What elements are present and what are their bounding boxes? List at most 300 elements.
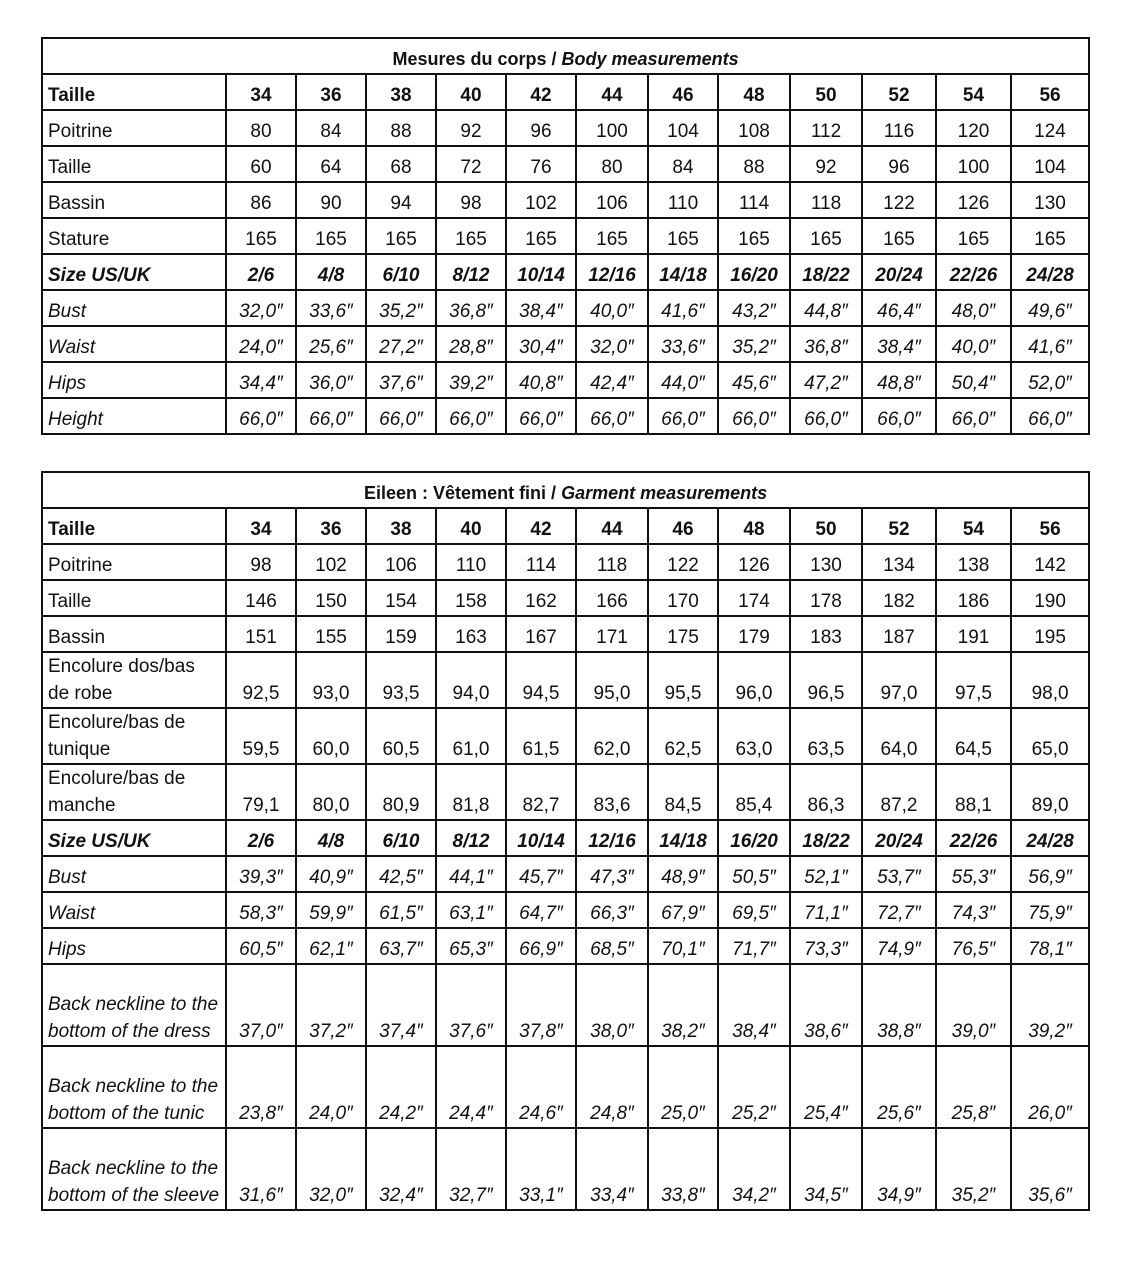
table-cell: 154 bbox=[366, 580, 436, 616]
table-row bbox=[42, 1128, 1089, 1210]
row-label: Poitrine bbox=[42, 544, 226, 580]
table-cell: 54 bbox=[936, 508, 1011, 544]
table-cell: 120 bbox=[936, 110, 1011, 146]
table-cell: 96,0 bbox=[718, 652, 790, 708]
table-cell: 52,0″ bbox=[1011, 362, 1089, 398]
table-cell: 93,0 bbox=[296, 652, 366, 708]
table-cell: 100 bbox=[576, 110, 648, 146]
table-cell: 42,5″ bbox=[366, 856, 436, 892]
table-cell: 98 bbox=[436, 182, 506, 218]
table-cell: 162 bbox=[506, 580, 576, 616]
table-cell: 159 bbox=[366, 616, 436, 652]
table-cell: 2/6 bbox=[226, 820, 296, 856]
us-uk-size-header-row bbox=[42, 820, 1089, 856]
table-row bbox=[42, 892, 1089, 928]
table-cell: 84 bbox=[296, 110, 366, 146]
table-cell: 92 bbox=[436, 110, 506, 146]
table-cell: 79,1 bbox=[226, 764, 296, 820]
table-cell: 94,5 bbox=[506, 652, 576, 708]
table-cell: 6/10 bbox=[366, 820, 436, 856]
table-cell: 35,2″ bbox=[366, 290, 436, 326]
row-label: Poitrine bbox=[42, 110, 226, 146]
row-label: Hips bbox=[42, 362, 226, 398]
row-label: Back neckline to the bottom of the sleeve bbox=[42, 1128, 226, 1210]
table-cell: 80,0 bbox=[296, 764, 366, 820]
table-cell: 85,4 bbox=[718, 764, 790, 820]
table-cell: 36,8″ bbox=[790, 326, 862, 362]
table-cell: 34 bbox=[226, 74, 296, 110]
table-cell: 38,8″ bbox=[862, 964, 936, 1046]
row-label: Bust bbox=[42, 856, 226, 892]
table-cell: 62,0 bbox=[576, 708, 648, 764]
row-label: Bassin bbox=[42, 616, 226, 652]
table-cell: 66,0″ bbox=[366, 398, 436, 434]
table-cell: 38,0″ bbox=[576, 964, 648, 1046]
garment-measurements-table bbox=[41, 471, 1090, 1211]
table-cell: 18/22 bbox=[790, 820, 862, 856]
table-cell: 22/26 bbox=[936, 254, 1011, 290]
table-cell: 66,0″ bbox=[936, 398, 1011, 434]
table-cell: 63,7″ bbox=[366, 928, 436, 964]
table-cell: 158 bbox=[436, 580, 506, 616]
table-cell: 39,3″ bbox=[226, 856, 296, 892]
table-cell: 96,5 bbox=[790, 652, 862, 708]
row-label: Encolure dos/bas de robe bbox=[42, 652, 226, 708]
table-cell: 95,5 bbox=[648, 652, 718, 708]
table-cell: 155 bbox=[296, 616, 366, 652]
table-cell: 39,2″ bbox=[1011, 964, 1089, 1046]
table-cell: 44,8″ bbox=[790, 290, 862, 326]
table-cell: 74,3″ bbox=[936, 892, 1011, 928]
table-cell: 40,0″ bbox=[576, 290, 648, 326]
table-cell: 48 bbox=[718, 74, 790, 110]
table-cell: 187 bbox=[862, 616, 936, 652]
table-cell: 66,9″ bbox=[506, 928, 576, 964]
table-cell: 88,1 bbox=[936, 764, 1011, 820]
table-cell: 87,2 bbox=[862, 764, 936, 820]
table-cell: 33,6″ bbox=[648, 326, 718, 362]
table-cell: 97,0 bbox=[862, 652, 936, 708]
table-cell: 14/18 bbox=[648, 254, 718, 290]
table-cell: 165 bbox=[226, 218, 296, 254]
row-label: Hips bbox=[42, 928, 226, 964]
table-cell: 66,0″ bbox=[862, 398, 936, 434]
table-cell: 165 bbox=[790, 218, 862, 254]
table-cell: 50 bbox=[790, 74, 862, 110]
table-cell: 4/8 bbox=[296, 820, 366, 856]
table-cell: 64,5 bbox=[936, 708, 1011, 764]
table-cell: 69,5″ bbox=[718, 892, 790, 928]
table-cell: 38,4″ bbox=[718, 964, 790, 1046]
table-cell: 62,1″ bbox=[296, 928, 366, 964]
table-cell: 18/22 bbox=[790, 254, 862, 290]
table-cell: 66,0″ bbox=[576, 398, 648, 434]
table-cell: 4/8 bbox=[296, 254, 366, 290]
table-cell: 32,4″ bbox=[366, 1128, 436, 1210]
table-cell: 66,0″ bbox=[648, 398, 718, 434]
table-cell: 50,4″ bbox=[936, 362, 1011, 398]
table-cell: 108 bbox=[718, 110, 790, 146]
table-cell: 38,4″ bbox=[862, 326, 936, 362]
table-cell: 71,1″ bbox=[790, 892, 862, 928]
table-cell: 70,1″ bbox=[648, 928, 718, 964]
table-cell: 38,6″ bbox=[790, 964, 862, 1046]
table-cell: 165 bbox=[576, 218, 648, 254]
table-cell: 74,9″ bbox=[862, 928, 936, 964]
row-label: Stature bbox=[42, 218, 226, 254]
table-cell: 24/28 bbox=[1011, 254, 1089, 290]
table-cell: 75,9″ bbox=[1011, 892, 1089, 928]
table-cell: 34,5″ bbox=[790, 1128, 862, 1210]
table-row bbox=[42, 290, 1089, 326]
table-cell: 46 bbox=[648, 74, 718, 110]
table-cell: 50 bbox=[790, 508, 862, 544]
table-cell: 56,9″ bbox=[1011, 856, 1089, 892]
table-cell: 25,4″ bbox=[790, 1046, 862, 1128]
table-cell: 71,7″ bbox=[718, 928, 790, 964]
table-cell: 43,2″ bbox=[718, 290, 790, 326]
table-cell: 165 bbox=[296, 218, 366, 254]
table-cell: 31,6″ bbox=[226, 1128, 296, 1210]
table-cell: 24,8″ bbox=[576, 1046, 648, 1128]
table-cell: 38,4″ bbox=[506, 290, 576, 326]
table-cell: 34,2″ bbox=[718, 1128, 790, 1210]
table-row bbox=[42, 182, 1089, 218]
table-cell: 95,0 bbox=[576, 652, 648, 708]
table-cell: 40,0″ bbox=[936, 326, 1011, 362]
table-cell: 41,6″ bbox=[648, 290, 718, 326]
table-cell: 110 bbox=[436, 544, 506, 580]
table-cell: 66,0″ bbox=[718, 398, 790, 434]
table-cell: 64,0 bbox=[862, 708, 936, 764]
row-label: Waist bbox=[42, 892, 226, 928]
table-cell: 40,9″ bbox=[296, 856, 366, 892]
table-cell: 63,0 bbox=[718, 708, 790, 764]
table-cell: 104 bbox=[648, 110, 718, 146]
table-cell: 33,8″ bbox=[648, 1128, 718, 1210]
table-title-english: Body measurements bbox=[561, 49, 739, 69]
table-cell: 25,6″ bbox=[862, 1046, 936, 1128]
table-cell: 118 bbox=[576, 544, 648, 580]
row-label: Height bbox=[42, 398, 226, 434]
table-cell: 12/16 bbox=[576, 820, 648, 856]
table-cell: 26,0″ bbox=[1011, 1046, 1089, 1128]
table-cell: 94,0 bbox=[436, 652, 506, 708]
table-cell: 72 bbox=[436, 146, 506, 182]
table-row bbox=[42, 110, 1089, 146]
size-header-row bbox=[42, 508, 1089, 544]
table-cell: 166 bbox=[576, 580, 648, 616]
table-cell: 54 bbox=[936, 74, 1011, 110]
table-cell: 60,5″ bbox=[226, 928, 296, 964]
table-cell: 10/14 bbox=[506, 820, 576, 856]
table-title bbox=[42, 38, 1089, 74]
table-row bbox=[42, 856, 1089, 892]
table-cell: 66,3″ bbox=[576, 892, 648, 928]
table-cell: 42 bbox=[506, 508, 576, 544]
table-cell: 86,3 bbox=[790, 764, 862, 820]
table-cell: 52 bbox=[862, 508, 936, 544]
table-cell: 34 bbox=[226, 508, 296, 544]
table-cell: 118 bbox=[790, 182, 862, 218]
table-cell: 16/20 bbox=[718, 820, 790, 856]
table-cell: 89,0 bbox=[1011, 764, 1089, 820]
table-cell: 36,0″ bbox=[296, 362, 366, 398]
table-cell: 52 bbox=[862, 74, 936, 110]
table-cell: 38 bbox=[366, 508, 436, 544]
table-cell: 58,3″ bbox=[226, 892, 296, 928]
table-cell: 46 bbox=[648, 508, 718, 544]
table-row bbox=[42, 218, 1089, 254]
table-title-french: Mesures du corps / bbox=[392, 49, 562, 69]
table-title-english: Garment measurements bbox=[561, 483, 768, 503]
table-cell: 22/26 bbox=[936, 820, 1011, 856]
us-uk-size-header-row bbox=[42, 254, 1089, 290]
table-cell: 37,2″ bbox=[296, 964, 366, 1046]
table-cell: 44 bbox=[576, 74, 648, 110]
table-cell: 106 bbox=[366, 544, 436, 580]
row-label: Size US/UK bbox=[42, 820, 226, 856]
row-label: Bassin bbox=[42, 182, 226, 218]
table-cell: 98 bbox=[226, 544, 296, 580]
table-cell: 68,5″ bbox=[576, 928, 648, 964]
table-cell: 88 bbox=[366, 110, 436, 146]
table-cell: 37,8″ bbox=[506, 964, 576, 1046]
table-cell: 167 bbox=[506, 616, 576, 652]
row-label: Taille bbox=[42, 146, 226, 182]
table-cell: 52,1″ bbox=[790, 856, 862, 892]
table-cell: 47,3″ bbox=[576, 856, 648, 892]
table-cell: 64,7″ bbox=[506, 892, 576, 928]
table-cell: 190 bbox=[1011, 580, 1089, 616]
table-cell: 45,6″ bbox=[718, 362, 790, 398]
table-cell: 61,5 bbox=[506, 708, 576, 764]
row-label: Waist bbox=[42, 326, 226, 362]
table-cell: 44,1″ bbox=[436, 856, 506, 892]
table-cell: 47,2″ bbox=[790, 362, 862, 398]
table-cell: 59,5 bbox=[226, 708, 296, 764]
table-cell: 142 bbox=[1011, 544, 1089, 580]
table-cell: 66,0″ bbox=[436, 398, 506, 434]
table-cell: 33,6″ bbox=[296, 290, 366, 326]
table-cell: 32,0″ bbox=[296, 1128, 366, 1210]
table-cell: 179 bbox=[718, 616, 790, 652]
table-cell: 78,1″ bbox=[1011, 928, 1089, 964]
table-cell: 165 bbox=[862, 218, 936, 254]
table-cell: 8/12 bbox=[436, 820, 506, 856]
table-cell: 37,4″ bbox=[366, 964, 436, 1046]
table-cell: 96 bbox=[506, 110, 576, 146]
table-cell: 36 bbox=[296, 508, 366, 544]
table-cell: 165 bbox=[648, 218, 718, 254]
table-cell: 65,3″ bbox=[436, 928, 506, 964]
table-cell: 114 bbox=[506, 544, 576, 580]
table-cell: 50,5″ bbox=[718, 856, 790, 892]
table-cell: 100 bbox=[936, 146, 1011, 182]
table-cell: 146 bbox=[226, 580, 296, 616]
table-cell: 39,0″ bbox=[936, 964, 1011, 1046]
table-row bbox=[42, 362, 1089, 398]
table-cell: 92 bbox=[790, 146, 862, 182]
table-cell: 64 bbox=[296, 146, 366, 182]
table-cell: 174 bbox=[718, 580, 790, 616]
table-cell: 126 bbox=[936, 182, 1011, 218]
table-cell: 165 bbox=[936, 218, 1011, 254]
table-cell: 35,2″ bbox=[718, 326, 790, 362]
table-cell: 24,0″ bbox=[296, 1046, 366, 1128]
table-cell: 44,0″ bbox=[648, 362, 718, 398]
table-cell: 40,8″ bbox=[506, 362, 576, 398]
table-cell: 8/12 bbox=[436, 254, 506, 290]
table-cell: 6/10 bbox=[366, 254, 436, 290]
row-label: Taille bbox=[42, 580, 226, 616]
table-cell: 106 bbox=[576, 182, 648, 218]
row-label: Encolure/bas de manche bbox=[42, 764, 226, 820]
table-cell: 82,7 bbox=[506, 764, 576, 820]
table-cell: 24,4″ bbox=[436, 1046, 506, 1128]
table-row bbox=[42, 1046, 1089, 1128]
body-measurements-table bbox=[41, 37, 1090, 435]
table-cell: 104 bbox=[1011, 146, 1089, 182]
table-cell: 93,5 bbox=[366, 652, 436, 708]
table-cell: 2/6 bbox=[226, 254, 296, 290]
table-row bbox=[42, 652, 1089, 708]
row-label: Taille bbox=[42, 74, 226, 110]
table-cell: 175 bbox=[648, 616, 718, 652]
table-cell: 165 bbox=[1011, 218, 1089, 254]
table-cell: 67,9″ bbox=[648, 892, 718, 928]
table-row bbox=[42, 928, 1089, 964]
table-cell: 38 bbox=[366, 74, 436, 110]
table-cell: 12/16 bbox=[576, 254, 648, 290]
row-label: Back neckline to the bottom of the tunic bbox=[42, 1046, 226, 1128]
table-cell: 114 bbox=[718, 182, 790, 218]
table-cell: 171 bbox=[576, 616, 648, 652]
table-cell: 60,5 bbox=[366, 708, 436, 764]
table-cell: 24,2″ bbox=[366, 1046, 436, 1128]
table-cell: 66,0″ bbox=[506, 398, 576, 434]
table-cell: 126 bbox=[718, 544, 790, 580]
table-cell: 14/18 bbox=[648, 820, 718, 856]
table-cell: 48,9″ bbox=[648, 856, 718, 892]
table-cell: 130 bbox=[790, 544, 862, 580]
table-cell: 84,5 bbox=[648, 764, 718, 820]
table-cell: 102 bbox=[506, 182, 576, 218]
row-label: Back neckline to the bottom of the dress bbox=[42, 964, 226, 1046]
table-cell: 138 bbox=[936, 544, 1011, 580]
table-cell: 32,0″ bbox=[576, 326, 648, 362]
table-cell: 39,2″ bbox=[436, 362, 506, 398]
table-cell: 25,8″ bbox=[936, 1046, 1011, 1128]
table-cell: 41,6″ bbox=[1011, 326, 1089, 362]
table-title bbox=[42, 472, 1089, 508]
table-row bbox=[42, 616, 1089, 652]
table-cell: 191 bbox=[936, 616, 1011, 652]
table-cell: 55,3″ bbox=[936, 856, 1011, 892]
table-cell: 122 bbox=[862, 182, 936, 218]
table-cell: 33,1″ bbox=[506, 1128, 576, 1210]
table-cell: 40 bbox=[436, 508, 506, 544]
table-row bbox=[42, 764, 1089, 820]
table-cell: 56 bbox=[1011, 74, 1089, 110]
table-cell: 86 bbox=[226, 182, 296, 218]
table-cell: 170 bbox=[648, 580, 718, 616]
table-cell: 81,8 bbox=[436, 764, 506, 820]
table-cell: 134 bbox=[862, 544, 936, 580]
table-cell: 124 bbox=[1011, 110, 1089, 146]
table-cell: 20/24 bbox=[862, 820, 936, 856]
table-cell: 34,4″ bbox=[226, 362, 296, 398]
table-cell: 48 bbox=[718, 508, 790, 544]
table-cell: 34,9″ bbox=[862, 1128, 936, 1210]
table-cell: 35,2″ bbox=[936, 1128, 1011, 1210]
table-row bbox=[42, 398, 1089, 434]
table-cell: 182 bbox=[862, 580, 936, 616]
row-label: Size US/UK bbox=[42, 254, 226, 290]
table-cell: 102 bbox=[296, 544, 366, 580]
table-cell: 16/20 bbox=[718, 254, 790, 290]
table-cell: 44 bbox=[576, 508, 648, 544]
row-label: Taille bbox=[42, 508, 226, 544]
table-cell: 63,1″ bbox=[436, 892, 506, 928]
table-cell: 42,4″ bbox=[576, 362, 648, 398]
table-cell: 25,0″ bbox=[648, 1046, 718, 1128]
table-cell: 24/28 bbox=[1011, 820, 1089, 856]
table-cell: 96 bbox=[862, 146, 936, 182]
table-cell: 36,8″ bbox=[436, 290, 506, 326]
table-cell: 10/14 bbox=[506, 254, 576, 290]
table-cell: 97,5 bbox=[936, 652, 1011, 708]
table-cell: 32,7″ bbox=[436, 1128, 506, 1210]
table-cell: 66,0″ bbox=[790, 398, 862, 434]
table-cell: 90 bbox=[296, 182, 366, 218]
table-cell: 61,0 bbox=[436, 708, 506, 764]
table-cell: 37,6″ bbox=[436, 964, 506, 1046]
table-row bbox=[42, 964, 1089, 1046]
table-cell: 116 bbox=[862, 110, 936, 146]
table-cell: 98,0 bbox=[1011, 652, 1089, 708]
table-row bbox=[42, 326, 1089, 362]
row-label: Encolure/bas de tunique bbox=[42, 708, 226, 764]
table-cell: 49,6″ bbox=[1011, 290, 1089, 326]
table-cell: 42 bbox=[506, 74, 576, 110]
table-row bbox=[42, 580, 1089, 616]
table-cell: 195 bbox=[1011, 616, 1089, 652]
table-cell: 72,7″ bbox=[862, 892, 936, 928]
table-cell: 130 bbox=[1011, 182, 1089, 218]
table-cell: 150 bbox=[296, 580, 366, 616]
row-label: Bust bbox=[42, 290, 226, 326]
table-cell: 73,3″ bbox=[790, 928, 862, 964]
table-cell: 80,9 bbox=[366, 764, 436, 820]
table-cell: 80 bbox=[226, 110, 296, 146]
table-cell: 23,8″ bbox=[226, 1046, 296, 1128]
table-row bbox=[42, 146, 1089, 182]
table-cell: 186 bbox=[936, 580, 1011, 616]
table-cell: 25,2″ bbox=[718, 1046, 790, 1128]
table-cell: 163 bbox=[436, 616, 506, 652]
table-cell: 32,0″ bbox=[226, 290, 296, 326]
table-cell: 24,0″ bbox=[226, 326, 296, 362]
table-cell: 183 bbox=[790, 616, 862, 652]
table-cell: 83,6 bbox=[576, 764, 648, 820]
table-cell: 151 bbox=[226, 616, 296, 652]
table-cell: 94 bbox=[366, 182, 436, 218]
table-cell: 24,6″ bbox=[506, 1046, 576, 1128]
table-cell: 66,0″ bbox=[1011, 398, 1089, 434]
table-cell: 165 bbox=[436, 218, 506, 254]
table-cell: 59,9″ bbox=[296, 892, 366, 928]
